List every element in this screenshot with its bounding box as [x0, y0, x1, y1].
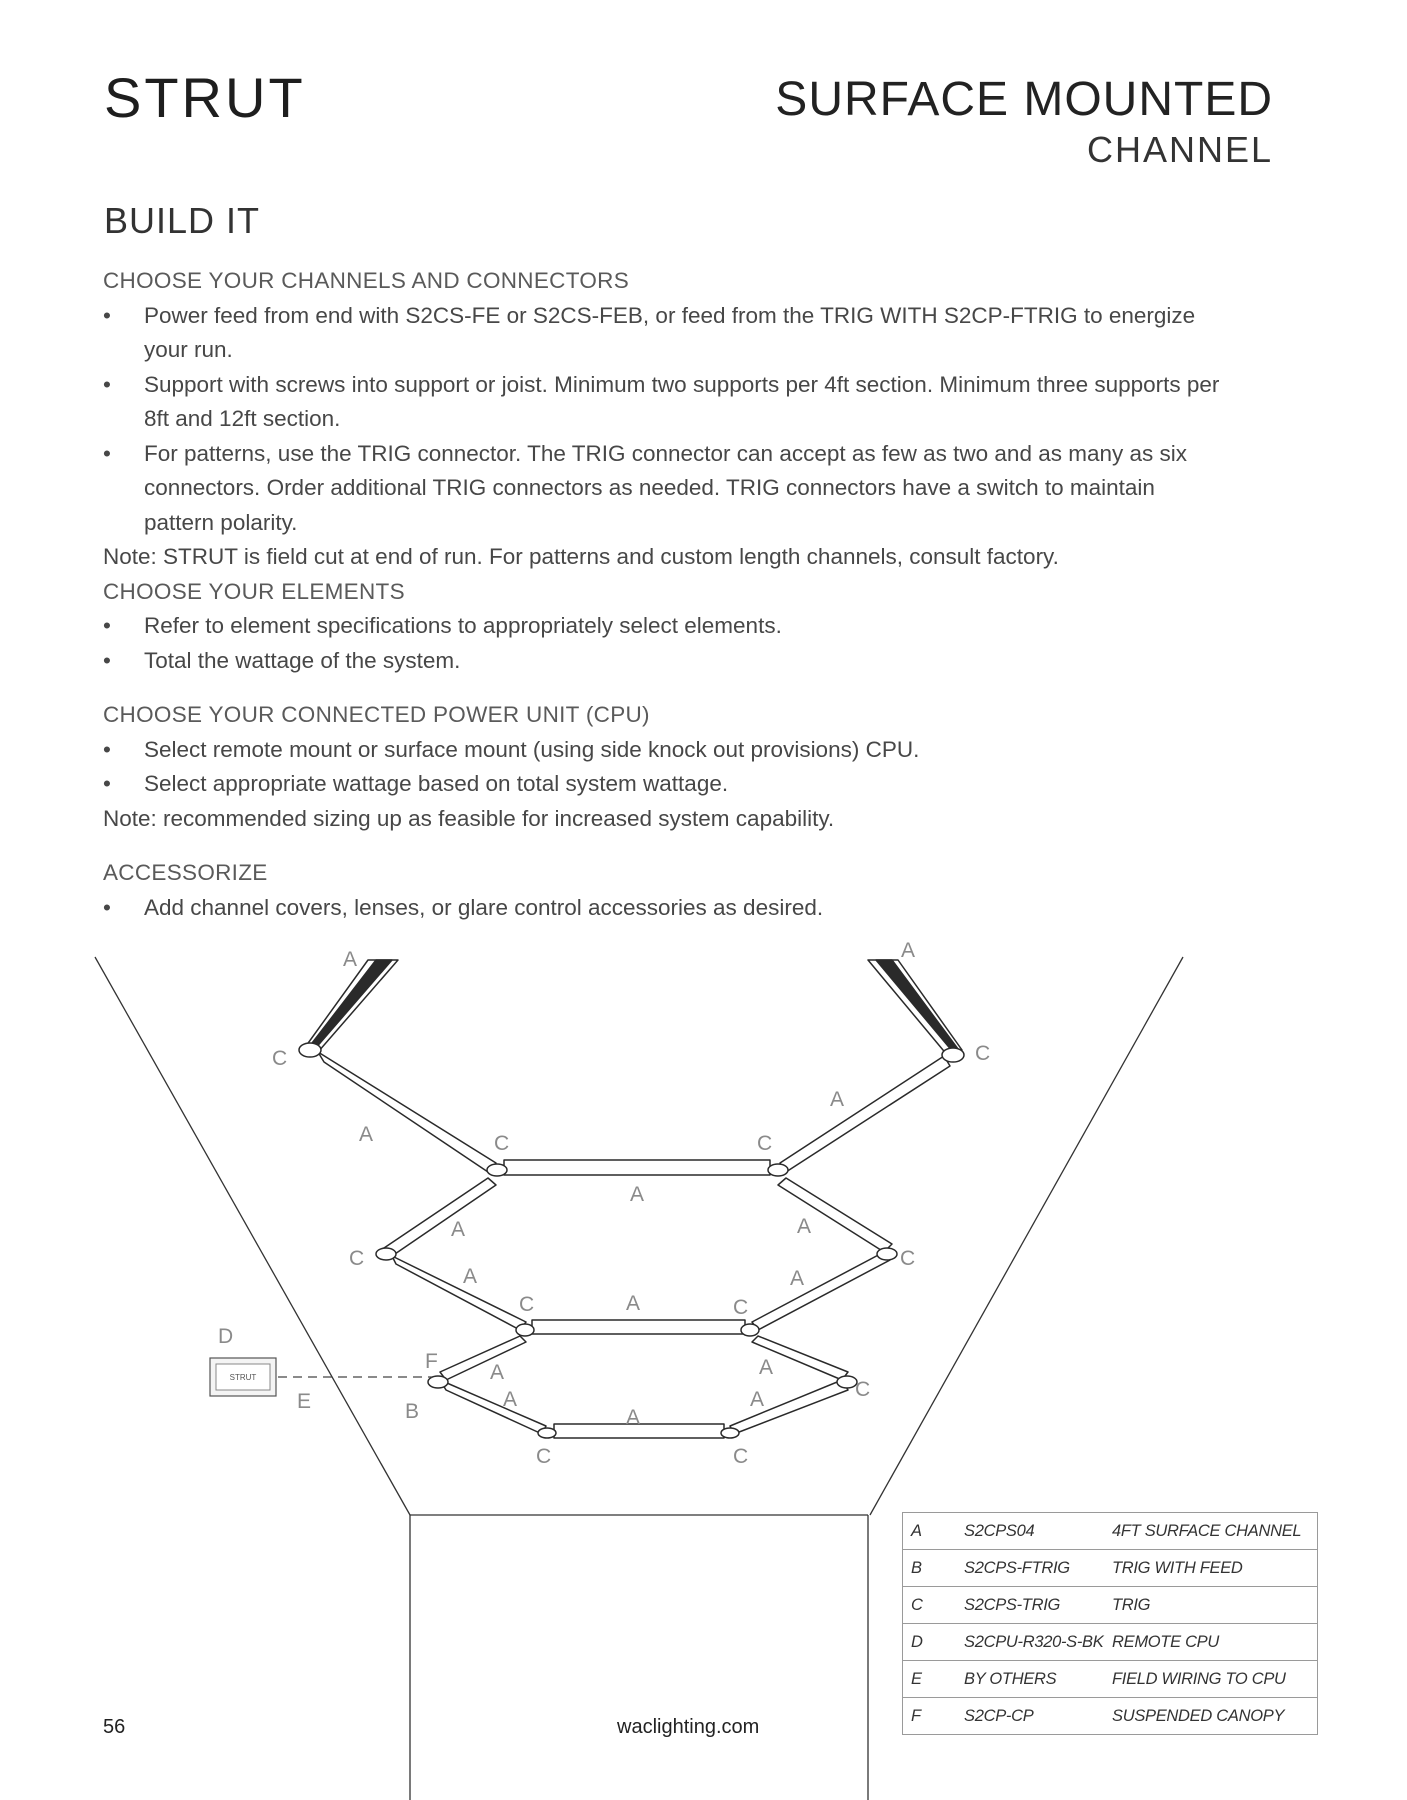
remote-cpu — [210, 1358, 276, 1396]
page-number: 56 — [103, 1716, 126, 1738]
label-a: A — [759, 1356, 774, 1379]
legend-part: S2CPU-R320-S-BK — [956, 1624, 1104, 1661]
trig-connector — [837, 1376, 857, 1388]
channel — [440, 1380, 546, 1434]
trig-connector — [428, 1376, 448, 1388]
label-a: A — [790, 1267, 805, 1290]
brand-logo: STRUT — [104, 66, 306, 129]
label-c: C — [900, 1247, 916, 1270]
label-f: F — [425, 1350, 438, 1373]
legend-part: S2CPS04 — [956, 1513, 1104, 1550]
accessorize-heading: ACCESSORIZE — [103, 860, 268, 885]
label-a: A — [830, 1088, 845, 1111]
label-c: C — [757, 1132, 773, 1155]
legend-desc: SUSPENDED CANOPY — [1104, 1698, 1318, 1735]
label-c: C — [855, 1378, 871, 1401]
channel — [392, 1256, 526, 1330]
trig-connector — [299, 1043, 321, 1057]
legend-key: C — [903, 1587, 957, 1624]
label-a: A — [503, 1388, 518, 1411]
legend-desc: FIELD WIRING TO CPU — [1104, 1661, 1318, 1698]
channel — [532, 1320, 745, 1334]
cpu-brand-text: STRUT — [229, 1373, 257, 1382]
label-c: C — [494, 1132, 510, 1155]
channel — [730, 1380, 848, 1434]
list-item: • Support with screws into support or joist. Minimum two supports per 4ft section. Minimum three supports per 8ft and 12ft section. — [103, 368, 1223, 437]
table-row — [903, 1698, 1318, 1735]
cpu-heading: CHOOSE YOUR CONNECTED POWER UNIT (CPU) — [103, 702, 650, 727]
channel — [318, 1052, 496, 1172]
label-a: A — [343, 948, 358, 971]
label-c: C — [733, 1296, 749, 1319]
trig-connector — [741, 1324, 759, 1336]
legend-desc: TRIG — [1104, 1587, 1318, 1624]
legend-key: E — [903, 1661, 957, 1698]
channel — [752, 1252, 890, 1330]
label-a: A — [626, 1292, 641, 1315]
label-c: C — [349, 1247, 365, 1270]
label-d: D — [218, 1325, 234, 1348]
trig-connector — [721, 1428, 739, 1438]
label-a: A — [451, 1218, 466, 1241]
trig-connector — [942, 1048, 964, 1062]
list-item: • Select appropriate wattage based on total system wattage. — [103, 767, 1223, 802]
list-item: • Add channel covers, lenses, or glare control accessories as desired. — [103, 891, 1223, 926]
website-link[interactable]: waclighting.com — [617, 1716, 760, 1738]
trig-connector — [768, 1164, 788, 1176]
page-title: SURFACE MOUNTED — [775, 73, 1273, 126]
label-a: A — [626, 1406, 641, 1429]
label-a: A — [797, 1215, 812, 1238]
label-c: C — [272, 1047, 288, 1070]
label-a: A — [901, 939, 916, 962]
label-a: A — [630, 1183, 645, 1206]
label-a: A — [750, 1388, 765, 1411]
legend-key: B — [903, 1550, 957, 1587]
list-item: • For patterns, use the TRIG connector. The TRIG connector can accept as few as two and as many as six connectors. Order additional TRIG connectors as needed. TRIG connectors have a switch to maintain pattern polarity. — [103, 437, 1223, 541]
table-row — [903, 1661, 1318, 1698]
channel — [440, 1336, 526, 1380]
cpu-note: Note: recommended sizing up as feasible for increased system capability. — [103, 805, 835, 831]
legend-part: S2CPS-TRIG — [956, 1587, 1104, 1624]
legend-key: F — [903, 1698, 957, 1735]
trig-connector — [516, 1324, 534, 1336]
legend-desc: TRIG WITH FEED — [1104, 1550, 1318, 1587]
label-a: A — [359, 1123, 374, 1146]
legend-part: S2CPS-FTRIG — [956, 1550, 1104, 1587]
label-c: C — [536, 1445, 552, 1468]
parts-legend-table — [902, 1512, 1318, 1735]
label-a: A — [463, 1265, 478, 1288]
legend-key: A — [903, 1513, 957, 1550]
legend-desc: 4FT SURFACE CHANNEL — [1104, 1513, 1318, 1550]
elements-heading: CHOOSE YOUR ELEMENTS — [103, 578, 405, 604]
table-row — [903, 1624, 1318, 1661]
list-item: • Power feed from end with S2CS-FE or S2CS-FEB, or feed from the TRIG WITH S2CP-FTRIG to energize your run. — [103, 299, 1223, 368]
legend-desc: REMOTE CPU — [1104, 1624, 1318, 1661]
channels-heading: CHOOSE YOUR CHANNELS AND CONNECTORS — [103, 268, 630, 293]
channel — [504, 1160, 770, 1175]
channel — [384, 1178, 496, 1256]
legend-key: D — [903, 1624, 957, 1661]
trig-connector — [877, 1248, 897, 1260]
table-row — [903, 1550, 1318, 1587]
section-heading-build-it: BUILD IT — [104, 200, 261, 241]
trig-connector — [376, 1248, 396, 1260]
table-row — [903, 1513, 1318, 1550]
legend-part: BY OTHERS — [956, 1661, 1104, 1698]
channel — [778, 1178, 892, 1252]
channel — [780, 1056, 950, 1172]
label-c: C — [733, 1445, 749, 1468]
channels-note: Note: STRUT is field cut at end of run. For patterns and custom length channels, consult factory. — [103, 544, 1059, 569]
channel-slot — [876, 960, 958, 1052]
list-item: • Select remote mount or surface mount (using side knock out provisions) CPU. — [103, 733, 1223, 768]
label-e: E — [297, 1390, 312, 1413]
list-item: • Refer to element specifications to appropriately select elements. — [103, 609, 1223, 644]
label-c: C — [519, 1293, 535, 1316]
list-item: • Total the wattage of the system. — [103, 644, 1223, 679]
page-subtitle: CHANNEL — [1086, 129, 1273, 170]
label-a: A — [490, 1361, 505, 1384]
label-b: B — [405, 1400, 420, 1423]
trig-connector — [487, 1164, 507, 1176]
table-row — [903, 1587, 1318, 1624]
trig-connector — [538, 1428, 556, 1438]
label-c: C — [975, 1042, 991, 1065]
channel-slot — [309, 960, 392, 1050]
legend-part: S2CP-CP — [956, 1698, 1104, 1735]
